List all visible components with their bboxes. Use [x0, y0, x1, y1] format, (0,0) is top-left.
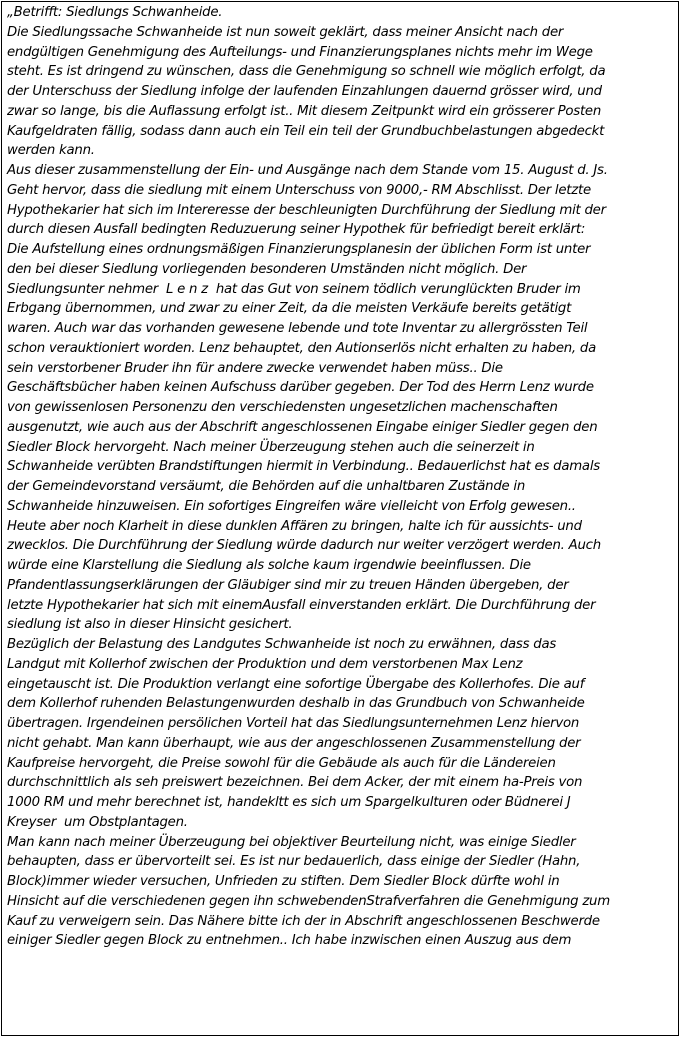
- text-line: der Gemeindevorstand versäumt, die Behörden auf die unhaltbaren Zustände in: [7, 479, 526, 494]
- text-line: Block)immer wieder versuchen, Unfrieden zu stiften. Dem Siedler Block dürfte wohl in: [7, 874, 560, 889]
- text-line: einiger Siedler gegen Block zu entnehmen.. Ich habe inzwischen einen Auszug aus dem: [7, 933, 572, 949]
- text-line: Landgut mit Kollerhof zwischen der Produktion und dem verstorbenen Max Lenz: [7, 656, 523, 672]
- text-line: Die Siedlungssache Schwanheide ist nun soweit geklärt, dass meiner Ansicht nach der: [7, 24, 564, 40]
- text-line: Heute aber noch Klarheit in diese dunklen Affären zu bringen, halte ich für aussichts- und: [7, 518, 582, 534]
- text-line: Schwanheide hinzuweisen. Ein sofortiges Eingreifen wäre vielleicht von Erfolg gewesen..: [7, 498, 576, 514]
- document-body: [2, 2, 678, 951]
- text-line: Siedler Block hervorgeht. Nach meiner Überzeugung stehen auch die seinerzeit in: [7, 439, 535, 455]
- text-line: siedlung ist also in dieser Hinsicht gesichert.: [7, 617, 293, 633]
- text-line: von gewissenlosen Personenzu den verschiedensten ungesetzlichen machenschaften: [7, 400, 558, 415]
- text-line: Pfandentlassungserklärungen der Gläubiger sind mir zu treuen Händen übergeben, der: [7, 577, 569, 593]
- text-line: Aus dieser zusammenstellung der Ein- und Ausgänge nach dem Stande vom 15. August d. Js.: [7, 163, 608, 178]
- text-line: zwecklos. Die Durchführung der Siedlung würde dadurch nur weiter verzögert werden. Auch: [7, 538, 601, 554]
- text-line: zwar so lange, bis die Auflassung erfolgt ist.. Mit diesem Zeitpunkt wird ein grösserer Posten: [7, 103, 602, 119]
- text-line: durch diesen Ausfall bedingten Reduzuerung seiner Hypothek für befriedigt bereit erklärt:: [7, 222, 586, 238]
- text-line: Kreyser um Obstplantagen.: [7, 814, 188, 830]
- text-line: sein verstorbener Bruder ihn für andere zwecke verwendet haben müss.. Die: [7, 360, 503, 376]
- text-line: Schwanheide verübten Brandstiftungen hiermit in Verbindung.. Bedauerlichst hat es damals: [7, 459, 600, 475]
- text-line: Siedlungsunter nehmer L e n z hat das Gut von seinem tödlich verunglückten Bruder im: [7, 281, 581, 297]
- text-line: Hypothekarier hat sich im Intereresse der beschleunigten Durchführung der Siedlung mit der: [7, 202, 606, 218]
- text-line: endgültigen Genehmigung des Aufteilungs- und Finanzierungsplanes nichts mehr im Wege: [7, 44, 593, 60]
- text-line: Geht hervor, dass die siedlung mit einem Unterschuss von 9000,- RM Abschlisst. Der letzte: [7, 182, 591, 198]
- text-line: Man kann nach meiner Überzeugung bei objektiver Beurteilung nicht, was einige Siedler: [7, 834, 576, 850]
- text-line: letzte Hypothekarier hat sich mit einemAusfall einverstanden erklärt. Die Durchführung der: [7, 597, 596, 613]
- text-line: Erbgang übernommen, und zwar zu einer Zeit, da die meisten Verkäufe bereits getätigt: [7, 301, 572, 317]
- text-line: nicht gehabt. Man kann überhaupt, wie aus der angeschlossenen Zusammenstellung der: [7, 735, 581, 751]
- text-line: 1000 RM und mehr berechnet ist, handekltt es sich um Spargelkulturen oder Büdnerei J: [7, 795, 571, 810]
- text-line: der Unterschuss der Siedlung infolge der laufenden Einzahlungen dauernd grösser wird, und: [7, 84, 602, 99]
- text-line: „Betrifft: Siedlungs Schwanheide.: [7, 5, 223, 20]
- text-line: schon verauktioniert worden. Lenz behauptet, den Autionserlös nicht erhalten zu haben, da: [7, 340, 596, 356]
- text-line: den bei dieser Siedlung vorliegenden besonderen Umständen nicht möglich. Der: [7, 261, 527, 277]
- text-line: eingetauscht ist. Die Produktion verlangt eine sofortige Übergabe des Kollerhofes. Die auf: [7, 676, 585, 692]
- text-line: Geschäftsbücher haben keinen Aufschuss darüber gegeben. Der Tod des Herrn Lenz wurde: [7, 380, 594, 396]
- text-line: Kauf zu verweigern sein. Das Nähere bitte ich der in Abschrift angeschlossenen Beschwerde: [7, 913, 600, 929]
- text-line: Bezüglich der Belastung des Landgutes Schwanheide ist noch zu erwähnen, dass das: [7, 637, 557, 652]
- text-line: Die Aufstellung eines ordnungsmäßigen Finanzierungsplanesin der üblichen Form ist unter: [7, 242, 591, 257]
- text-line: steht. Es ist dringend zu wünschen, dass die Genehmigung so schnell wie möglich erfolgt, da: [7, 64, 606, 80]
- text-line: ausgenutzt, wie auch aus der Abschrift angeschlossenen Eingabe einiger Siedler gegen den: [7, 419, 598, 435]
- text-line: durchschnittlich als seh preiswert bezeichnen. Bei dem Acker, der mit einem ha-Preis von: [7, 775, 583, 791]
- text-line: Kaufpreise hervorgeht, die Preise sowohl für die Gebäude als auch für die Ländereien: [7, 755, 556, 771]
- document-frame: [1, 1, 679, 1036]
- text-line: dem Kollerhof ruhenden Belastungenwurden deshalb in das Grundbuch von Schwanheide: [7, 696, 585, 712]
- text-line: würde eine Klarstellung die Siedlung als solche kaum irgendwie beeinflussen. Die: [7, 558, 531, 573]
- text-line: werden kann.: [7, 143, 95, 159]
- text-line: behaupten, dass er übervorteilt sei. Es ist nur bedauerlich, dass einige der Siedler (Hahn,: [7, 854, 581, 870]
- text-line: übertragen. Irgendeinen persölichen Vorteil hat das Siedlungsunternehmen Lenz hiervon: [7, 716, 580, 731]
- text-line: Hinsicht auf die verschiedenen gegen ihn schwebendenStrafverfahren die Genehmigung zum: [7, 893, 610, 909]
- text-line: Kaufgeldraten fällig, sodass dann auch ein Teil ein teil der Grundbuchbelastungen abgedeckt: [7, 123, 605, 139]
- text-line: waren. Auch war das vorhanden gewesene lebende und tote Inventar zu allergrössten Teil: [7, 321, 588, 336]
